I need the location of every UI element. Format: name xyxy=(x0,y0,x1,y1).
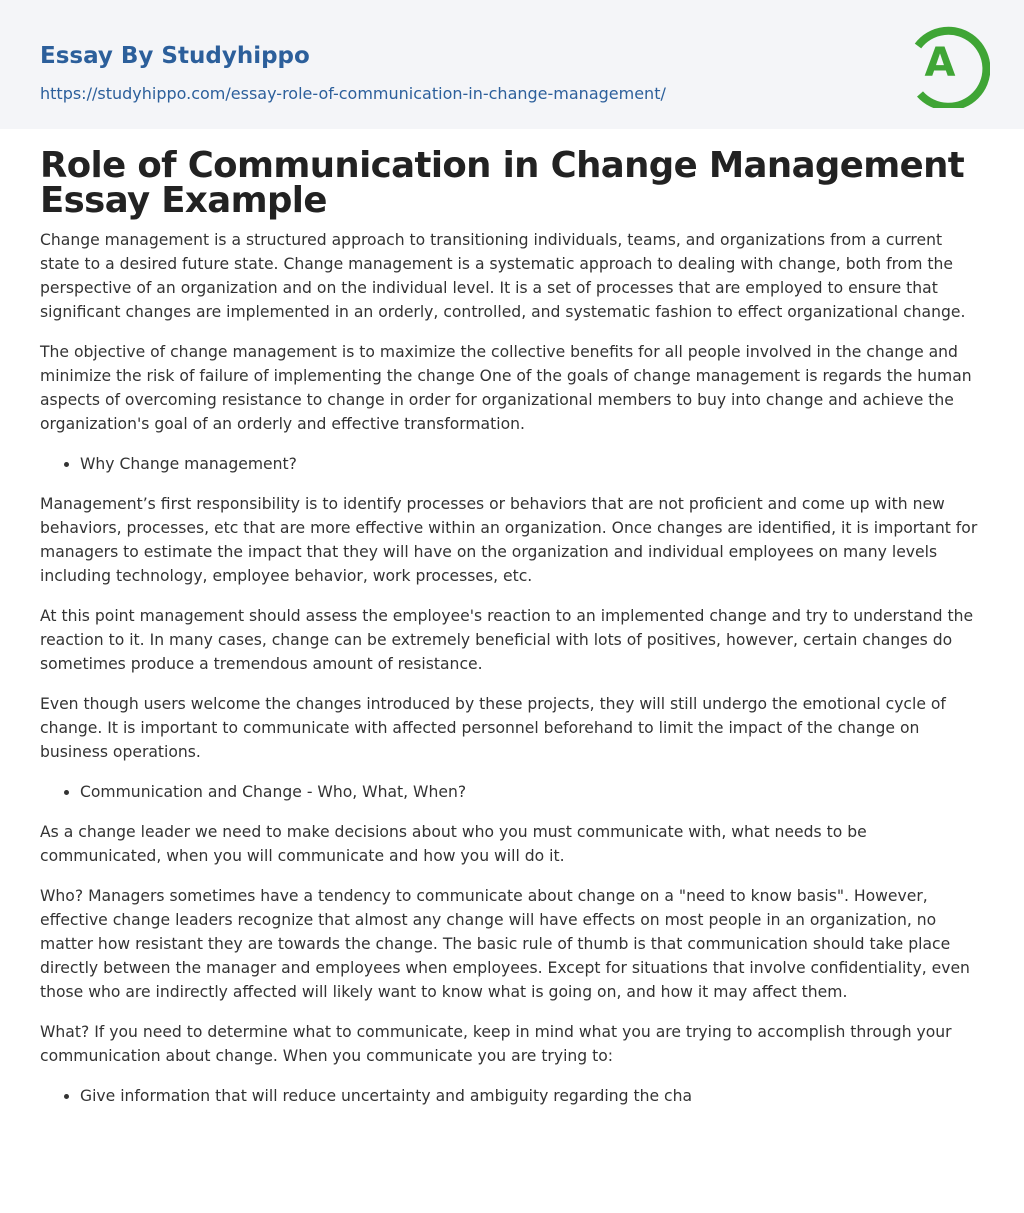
body-paragraph: Who? Managers sometimes have a tendency to communicate about change on a "need to know basis". However, effective change leaders recognize that almost any change will have effects on most people in an organization, no matter how resistant they are towards the change. The basic rule of thumb is that communication should take place directly between the manager and employees when employees. Except for situations that involve confidentiality, even those who are indirectly affected will likely want to know what is going on, and how it may affect them. xyxy=(40,887,970,1001)
bullet-item: • Communication and Change - Who, What, When? xyxy=(80,780,984,804)
body-paragraph: What? If you need to determine what to communicate, keep in mind what you are trying to accomplish through your communication about change. When you communicate you are trying to: xyxy=(40,1023,952,1065)
body-paragraph: The objective of change management is to maximize the collective benefits for all people involved in the change and minimize the risk of failure of implementing the change One of the goals of change management is regards the human aspects of overcoming resistance to change in order for organizational members to buy into change and achieve the organization's goal of an orderly and effective transformation. xyxy=(40,343,972,433)
bullet-list xyxy=(40,1084,984,1108)
bullet-item: • Why Change management? xyxy=(80,452,984,476)
bullet-list xyxy=(40,780,984,804)
bullet-list xyxy=(40,452,984,476)
logo-letter: A xyxy=(924,40,956,86)
body-paragraph: Change management is a structured approach to transitioning individuals, teams, and organizations from a current state to a desired future state. Change management is a systematic approach to dealing with change, both from the perspective of an organization and on the individual level. It is a set of processes that are employed to ensure that significant changes are implemented in an orderly, controlled, and systematic fashion to effect organizational change. xyxy=(40,231,966,321)
article xyxy=(40,145,984,1124)
body-paragraph: As a change leader we need to make decisions about who you must communicate with, what needs to be communicated, when you will communicate and how you will do it. xyxy=(40,823,867,865)
body-paragraph: Even though users welcome the changes introduced by these projects, they will still undergo the emotional cycle of change. It is important to communicate with affected personnel beforehand to limit the impact of the change on business operations. xyxy=(40,695,946,761)
article-body xyxy=(40,228,984,1108)
body-paragraph: Management’s first responsibility is to identify processes or behaviors that are not proficient and come up with new behaviors, processes, etc that are more effective within an organization. Once changes are identified, it is important for managers to estimate the impact that they will have on the organization and individual employees on many levels including technology, employee behavior, work processes, etc. xyxy=(40,495,978,585)
article-url-link[interactable]: https://studyhippo.com/essay-role-of-communication-in-change-management/ xyxy=(40,84,666,103)
body-paragraph: At this point management should assess the employee's reaction to an implemented change and try to understand the reaction to it. In many cases, change can be extremely beneficial with lots of positives, however, certain changes do sometimes produce a tremendous amount of resistance. xyxy=(40,607,974,673)
site-header xyxy=(0,0,1024,129)
site-brand[interactable]: Essay By Studyhippo xyxy=(40,43,310,69)
logo-icon xyxy=(910,16,990,108)
article-title: Role of Communication in Change Management Essay Example xyxy=(40,145,965,221)
bullet-item: • Give information that will reduce uncertainty and ambiguity regarding the cha xyxy=(80,1084,984,1108)
studyhippo-logo[interactable] xyxy=(910,16,990,108)
